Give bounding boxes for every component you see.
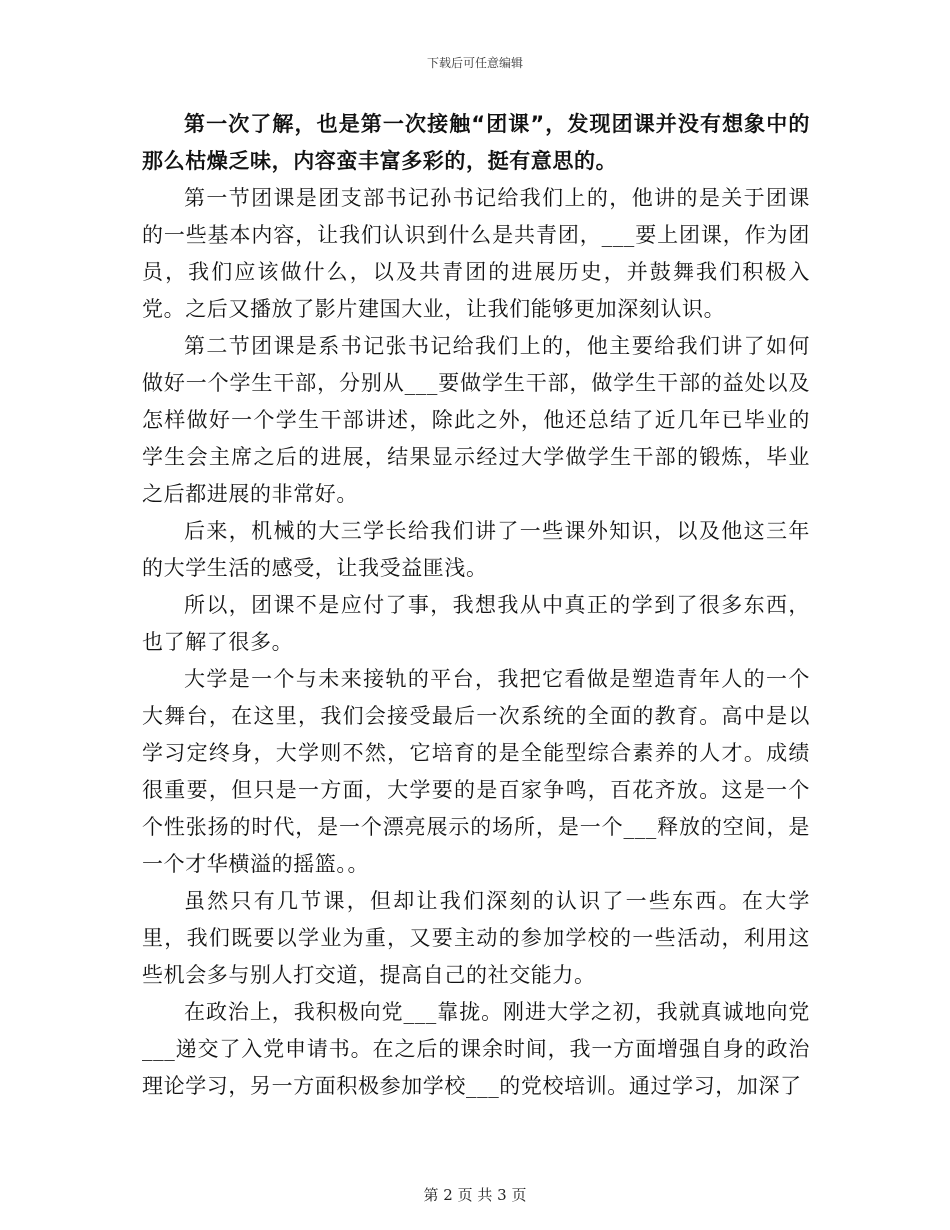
paragraph-political: 在政治上，我积极向党___靠拢。刚进大学之初，我就真诚地向党___递交了入党申请书。在之后的课余时间，我一方面增强自身的政治理论学习，另一方面积极参加学校___的党校培训。通过学习，加深了 [142,1000,810,1098]
paragraph-summary: 所以，团课不是应付了事，我想我从中真正的学到了很多东西，也了解了很多。 [142,593,810,654]
intro-paragraph: 第一次了解，也是第一次接触“团课”，发现团课并没有想象中的那么枯燥乏味，内容蛮丰富多彩的，挺有意思的。 [142,112,810,173]
paragraph-senior-talk: 后来，机械的大三学长给我们讲了一些课外知识，以及他这三年的大学生活的感受，让我受益匪浅。 [142,519,810,580]
paragraph-university-platform: 大学是一个与未来接轨的平台，我把它看做是塑造青年人的一个大舞台，在这里，我们会接受最后一次系统的全面的教育。高中是以学习定终身，大学则不然，它培育的是全能型综合素养的人才。成绩很重要，但只是一方面，大学要的是百家争鸣，百花齐放。这是一个个性张扬的时代，是一个漂亮展示的场所，是一个___释放的空间，是一个才华横溢的摇篮。。 [142,667,810,876]
page-header-note: 下载后可任意编辑 [426,56,523,70]
document-body [142,106,810,1105]
page-number: 第 2 页 共 3 页 [423,1186,527,1204]
paragraph-second-lesson: 第二节团课是系书记张书记给我们上的，他主要给我们讲了如何做好一个学生干部，分别从___要做学生干部，做学生干部的益处以及怎样做好一个学生干部讲述，除此之外，他还总结了近几年已毕业的学生会主席之后的进展，结果显示经过大学做学生干部的锻炼，毕业之后都进展的非常好。 [142,334,810,506]
paragraph-few-lessons: 虽然只有几节课，但却让我们深刻的认识了一些东西。在大学里，我们既要以学业为重，又要主动的参加学校的一些活动，利用这些机会多与别人打交道，提高自己的社交能力。 [142,889,810,987]
paragraph-first-lesson: 第一节团课是团支部书记孙书记给我们上的，他讲的是关于团课的一些基本内容，让我们认识到什么是共青团，___要上团课，作为团员，我们应该做什么，以及共青团的进展历史，并鼓舞我们积极入党。之后又播放了影片建国大业，让我们能够更加深刻认识。 [142,186,810,321]
